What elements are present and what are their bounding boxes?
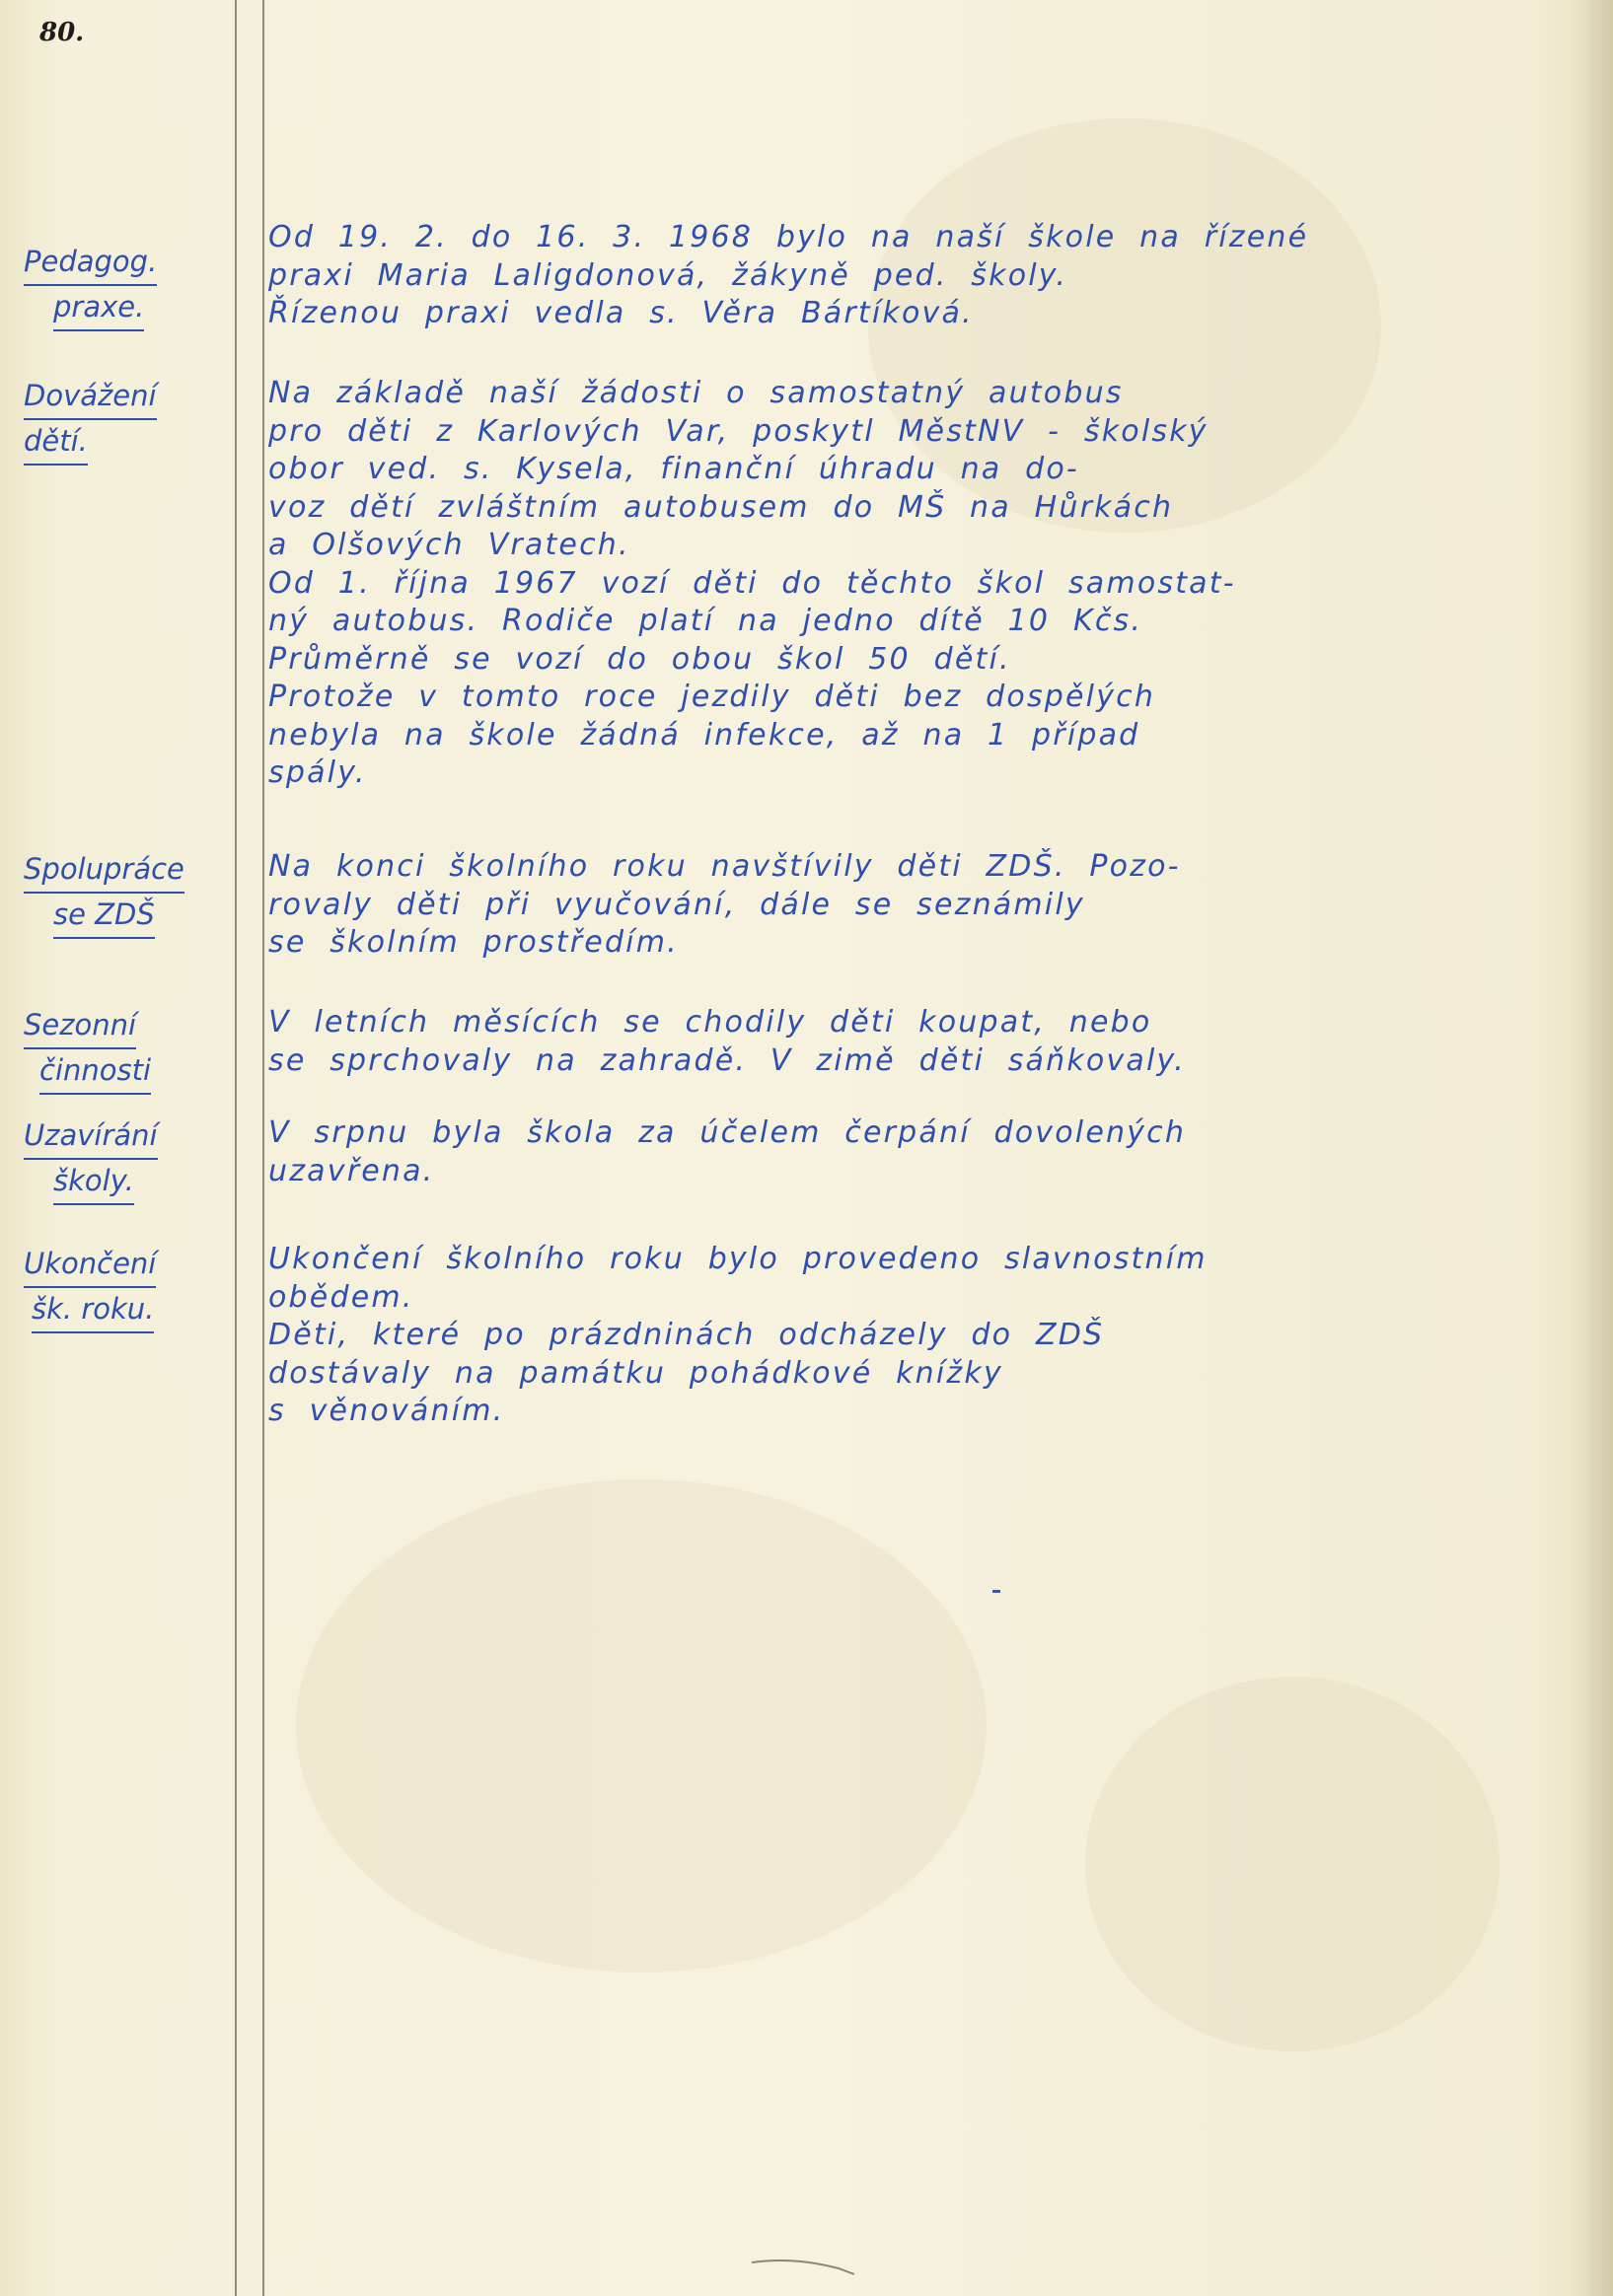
entry-line: ný autobus. Rodiče platí na jedno dítě 10 Kčs. (268, 604, 1143, 638)
margin-label-cooperation (24, 848, 251, 939)
entry-end-of-school-year (268, 1241, 1561, 1431)
entry-line: spály. (268, 755, 367, 790)
entry-pedagogical-practice (268, 219, 1561, 333)
entry-line: dostávaly na památku pohádkové knížky (268, 1355, 1003, 1391)
label-line: se ZDŠ (53, 894, 155, 939)
entry-line: V letních měsících se chodily děti koupat, nebo (268, 1005, 1152, 1040)
label-line: Pedagog. (24, 241, 157, 286)
label-line: činnosti (39, 1049, 151, 1095)
label-line: školy. (53, 1160, 134, 1205)
label-line: praxe. (53, 286, 144, 331)
entry-line: s věnováním. (268, 1394, 505, 1428)
ink-mark (992, 1590, 1000, 1593)
label-line: dětí. (24, 420, 88, 466)
entry-school-closure (268, 1114, 1561, 1190)
label-line: Sezonní (24, 1004, 136, 1049)
margin-label-school-closure (24, 1114, 251, 1205)
entry-line: Ukončení školního roku bylo provedeno slavnostním (268, 1242, 1208, 1276)
entry-line: Průměrně se vozí do obou škol 50 dětí. (268, 641, 1011, 677)
entry-line: Na konci školního roku navštívily děti ZDŠ. Pozo- (268, 849, 1181, 884)
label-line: Spolupráce (24, 848, 184, 894)
entry-seasonal-activities (268, 1004, 1561, 1080)
entry-line: nebyla na škole žádná infekce, až na 1 případ (268, 717, 1140, 753)
entry-line: obor ved. s. Kysela, finanční úhradu na do- (268, 452, 1079, 486)
margin-label-seasonal-activities (24, 1004, 251, 1095)
entry-line: Děti, které po prázdninách odcházely do ZDŠ (268, 1318, 1105, 1352)
entry-child-transport (268, 375, 1561, 793)
entry-cooperation (268, 848, 1561, 963)
label-line: Uzavírání (24, 1114, 158, 1160)
entry-line: Protože v tomto roce jezdily děti bez dospělých (268, 680, 1156, 714)
paper-stain (1085, 1677, 1500, 2051)
entry-line: Od 1. října 1967 vozí děti do těchto škol samostat- (268, 565, 1236, 601)
entry-line: praxi Maria Laligdonová, žákyně ped. školy. (268, 257, 1068, 293)
page-number: 80. (39, 18, 85, 47)
label-line: Ukončení (24, 1243, 156, 1288)
margin-label-child-transport (24, 375, 251, 466)
page-edge-shadow (1574, 0, 1613, 2296)
pen-stroke-mark (750, 2255, 858, 2278)
entry-line: se školním prostředím. (268, 925, 679, 960)
entry-line: rovaly děti při vyučování, dále se seznámily (268, 887, 1085, 922)
margin-label-pedagogical-practice (24, 241, 251, 331)
entry-line: obědem. (268, 1279, 414, 1315)
entry-line: Řízenou praxi vedla s. Věra Bártíková. (268, 296, 974, 330)
margin-label-end-of-school-year (24, 1243, 251, 1333)
margin-rule-right (262, 0, 264, 2296)
entry-line: Na základě naší žádosti o samostatný autobus (268, 376, 1124, 410)
label-line: Dovážení (24, 375, 157, 420)
label-line: šk. roku. (32, 1288, 154, 1333)
entry-line: voz dětí zvláštním autobusem do MŠ na Hůrkách (268, 489, 1174, 525)
entry-line: se sprchovaly na zahradě. V zimě děti sáňkovaly. (268, 1042, 1186, 1078)
entry-line: pro děti z Karlových Var, poskytl MěstNV - školský (268, 413, 1209, 449)
entry-line: a Olšových Vratech. (268, 528, 630, 562)
paper-stain (296, 1479, 987, 1973)
entry-line: V srpnu byla škola za účelem čerpání dovolených (268, 1115, 1187, 1150)
entry-line: uzavřena. (268, 1153, 435, 1188)
entry-line: Od 19. 2. do 16. 3. 1968 bylo na naší škole na řízené (268, 220, 1309, 254)
